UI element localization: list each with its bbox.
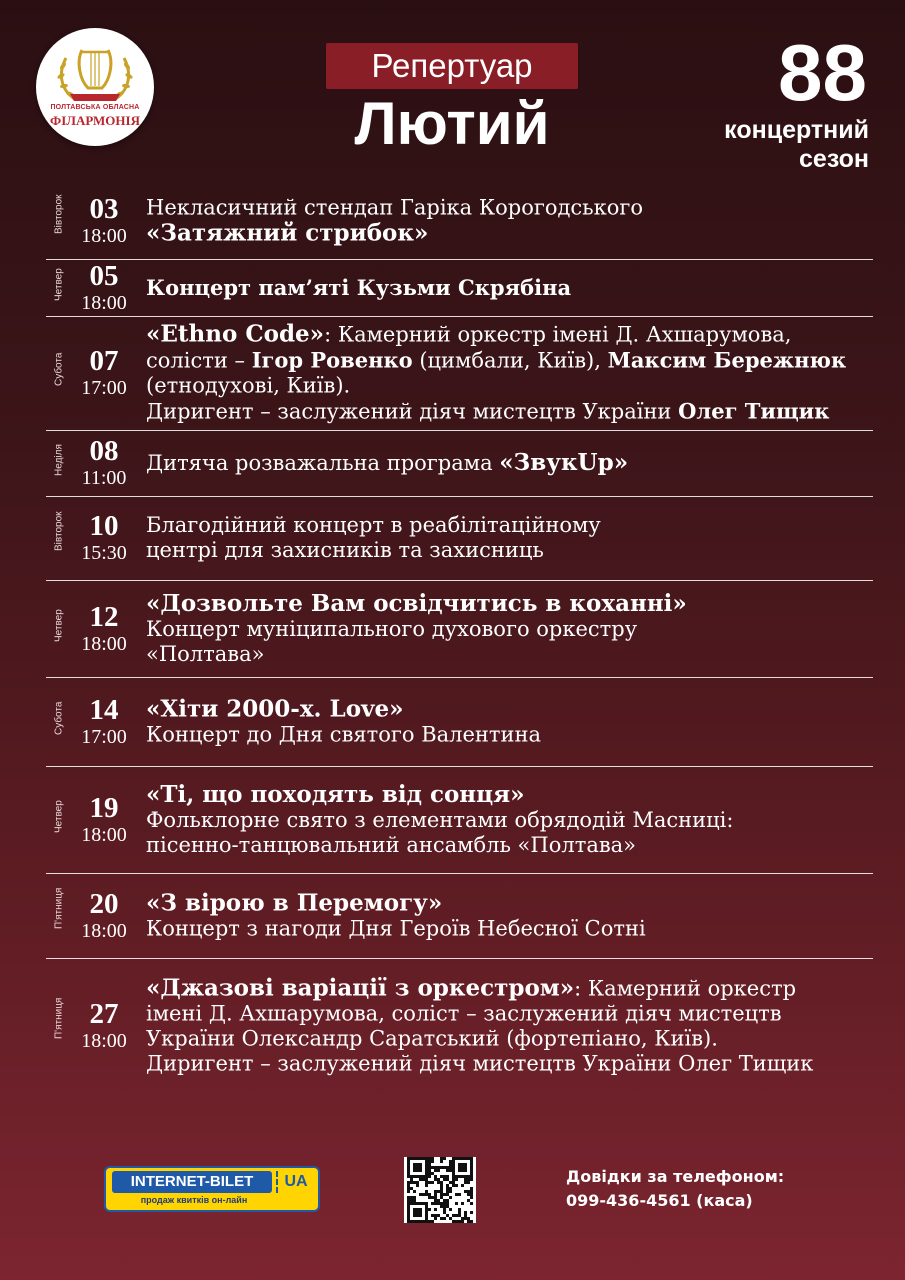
event-time: 18:00 (81, 224, 127, 247)
event-row (46, 580, 873, 678)
event-description (146, 890, 873, 941)
event-title-text: «Джазові варіації з оркестром» (146, 974, 575, 1001)
event-weekday: Неділя (53, 444, 65, 476)
contact-phone[interactable]: 099-436-4561 (каса) (566, 1191, 753, 1210)
event-text: «Полтава» (146, 641, 265, 666)
event-text: : Камерний оркестр імені Д. Ахшарумова, (324, 322, 792, 347)
event-date-time (74, 695, 134, 749)
contact-title: Довідки за телефоном: (566, 1167, 785, 1186)
event-title-text: «ЗвукUp» (499, 449, 629, 476)
event-time: 17:00 (81, 725, 127, 748)
month-title: Лютий (354, 90, 550, 157)
event-row (46, 496, 873, 581)
event-date-time (74, 793, 134, 847)
event-text: Диригент – заслужений діяч мистецтв України (146, 399, 679, 424)
repertoire-banner: Репертуар (326, 43, 578, 89)
event-row (46, 766, 873, 874)
event-date: 03 (89, 192, 119, 225)
event-text: Некласичний стендап Гаріка Корогодського (146, 195, 644, 219)
event-description (146, 975, 873, 1076)
event-title-text: Ігор Ровенко (251, 347, 413, 373)
event-title-text: Максим Бережнюк (607, 347, 847, 373)
event-date: 27 (89, 997, 119, 1030)
event-time: 18:00 (81, 1029, 127, 1052)
event-text: (етнодухові, Київ). (146, 373, 351, 398)
event-title-text: Концерт пам’яті Кузьми Скрябіна (146, 274, 572, 300)
event-date: 08 (89, 435, 119, 467)
qr-code-icon[interactable] (404, 1157, 476, 1223)
event-row (46, 430, 873, 497)
event-weekday: Четвер (53, 267, 65, 301)
event-title-text: Олег Тищик (678, 398, 830, 424)
event-text: України Олександр Саратський (фортепіано, Київ). (146, 1026, 718, 1050)
event-date: 05 (89, 259, 119, 292)
event-date-time (74, 346, 134, 400)
event-row (46, 958, 873, 1093)
event-row (46, 873, 873, 959)
event-text: : Камерний оркестр (574, 976, 797, 1000)
event-text: імені Д. Ахшарумова, соліст – заслужений діяч мистецтв (146, 1001, 782, 1025)
event-weekday: Субота (53, 701, 65, 735)
event-title-text: «Дозвольте Вам освідчитись в коханні» (146, 589, 687, 617)
event-time: 18:00 (81, 823, 127, 846)
season-number: 88 (778, 28, 867, 117)
event-text: Дитяча розважальна програма (146, 451, 500, 475)
ticket-subtitle: продаж квитків он-лайн (140, 1195, 248, 1205)
event-date-time (74, 261, 134, 315)
event-row (46, 259, 873, 317)
event-date: 20 (89, 887, 119, 920)
event-description (146, 782, 873, 858)
event-title-text: «Ті, що походять від сонця» (146, 780, 525, 808)
event-text: Фольклорне свято з елементами обрядодій Масниці: (146, 807, 734, 832)
event-date-time (74, 889, 134, 943)
event-title-text: «Ethno Code» (146, 320, 325, 348)
event-time: 18:00 (81, 919, 127, 942)
philharmonic-logo (36, 28, 154, 146)
event-text: пісенно-танцювальний ансамбль «Полтава» (146, 832, 637, 857)
event-text: Концерт муніципального духового оркестру (146, 616, 638, 641)
event-date-time (74, 436, 134, 490)
event-weekday: Субота (53, 352, 65, 386)
event-description (146, 696, 873, 747)
event-weekday: Четвер (53, 608, 65, 642)
event-text: Концерт з нагоди Дня Героїв Небесної Сотні (146, 916, 646, 940)
event-description (146, 195, 873, 246)
event-time: 18:00 (81, 632, 127, 655)
logo-name: ФІЛАРМОНІЯ (50, 113, 140, 128)
event-weekday: П'ятниця (53, 887, 65, 929)
event-text: Концерт до Дня святого Валентина (146, 722, 542, 746)
event-title-text: «З вірою в Перемогу» (146, 889, 443, 916)
event-time: 11:00 (81, 467, 127, 489)
event-weekday: Вівторок (53, 511, 65, 551)
event-date: 14 (89, 693, 119, 726)
event-description (146, 275, 873, 301)
event-date-time (74, 999, 134, 1053)
event-title-text: «Затяжний стрибок» (146, 219, 429, 246)
season-label (724, 116, 869, 174)
event-date: 10 (89, 510, 119, 542)
event-description (146, 450, 873, 476)
event-weekday: Вівторок (53, 193, 65, 234)
ticket-brand: INTERNET-BILET (112, 1171, 272, 1193)
event-date: 07 (89, 345, 119, 377)
event-text: солісти – (146, 348, 252, 373)
internet-bilet-logo[interactable] (104, 1166, 320, 1212)
event-weekday: П'ятниця (53, 997, 65, 1039)
event-description (146, 513, 873, 563)
season-label-line2: сезон (799, 145, 869, 173)
event-text: центрі для захисників та захисниць (146, 538, 544, 562)
event-description (146, 591, 873, 667)
event-date: 12 (89, 600, 119, 633)
event-date: 19 (89, 791, 119, 824)
ticket-country: UA (276, 1171, 314, 1193)
event-row (46, 316, 873, 431)
event-row (46, 182, 873, 260)
contact-info (566, 1165, 784, 1213)
logo-region: ПОЛТАВСЬКА ОБЛАСНА (50, 104, 140, 111)
event-time: 17:00 (81, 377, 127, 399)
event-time: 18:00 (81, 291, 127, 314)
event-text: Благодійний концерт в реабілітаційному (146, 513, 601, 537)
season-label-line1: концертний (724, 116, 869, 144)
event-description (146, 322, 873, 425)
event-date-time (74, 511, 134, 565)
event-weekday: Четвер (53, 799, 65, 833)
event-date-time (74, 602, 134, 656)
event-text: (цимбали, Київ), (412, 348, 608, 373)
event-time: 15:30 (81, 542, 127, 564)
event-row (46, 677, 873, 767)
event-title-text: «Хіти 2000-х. Love» (146, 695, 404, 722)
event-text: Диригент – заслужений діяч мистецтв України Олег Тищик (146, 1051, 814, 1075)
event-date-time (74, 194, 134, 248)
